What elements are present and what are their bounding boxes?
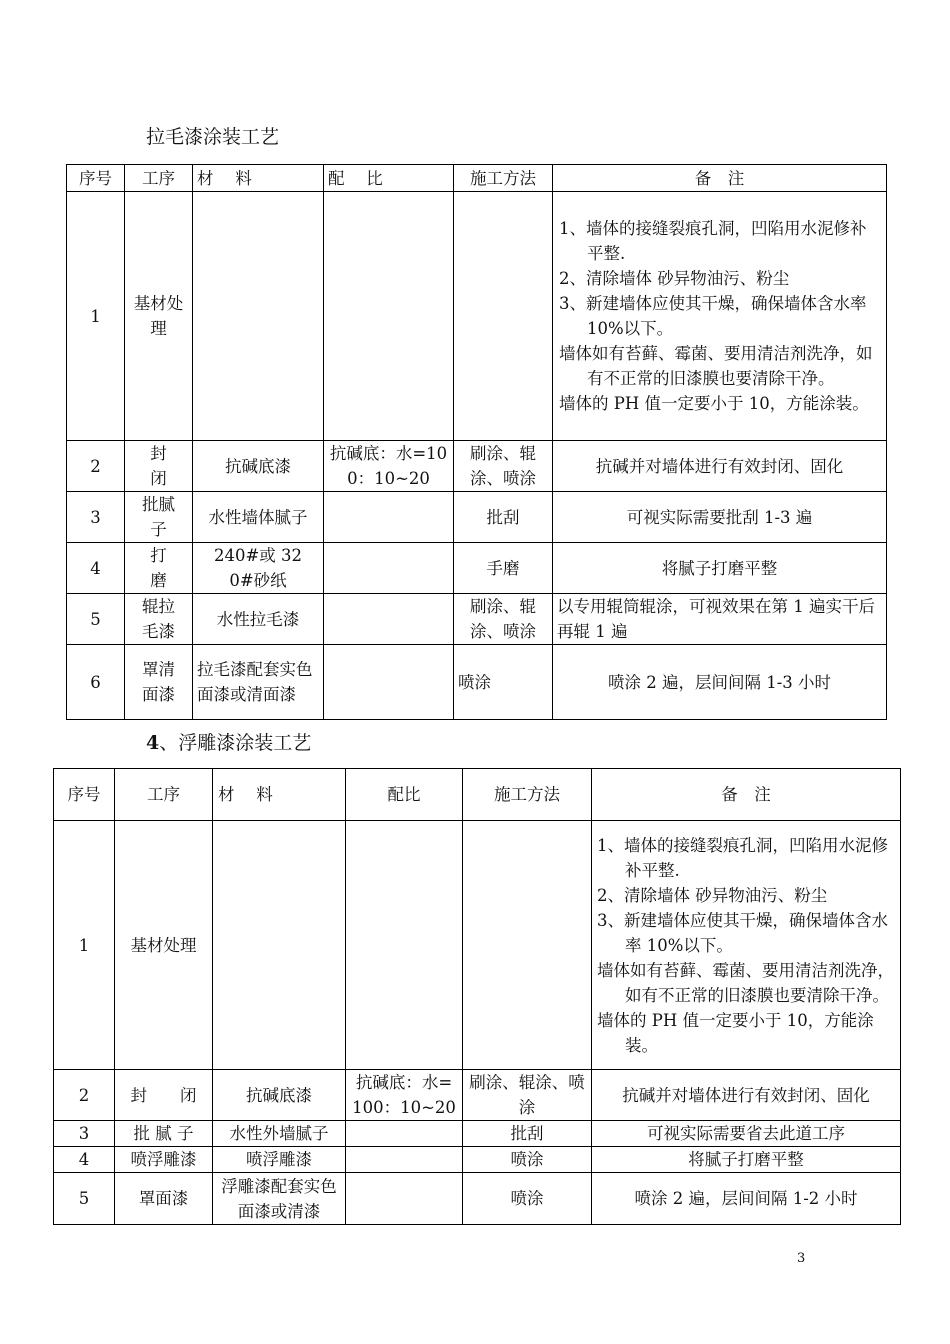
cell-no: 5 [67,594,125,645]
table-row [67,645,887,720]
cell-note: 喷涂 2 遍，层间间隔 1-2 小时 [592,1173,901,1225]
header-method: 施工方法 [454,165,553,192]
cell-step: 批腻子 [125,492,193,543]
cell-step: 罩面漆 [115,1173,213,1225]
cell-step: 打磨 [125,543,193,594]
note-line: 2、清除墙体 砂异物油污、粉尘 [559,269,790,288]
cell-ratio: 抗碱底：水=100：10~20 [324,441,454,492]
cell-ratio [324,645,454,720]
cell-no: 2 [54,1070,115,1121]
table-row [67,492,887,543]
table-header-row [67,165,887,192]
cell-step: 基材处理 [125,192,193,441]
note-line: 墙体如有苔藓、霉菌、要用清洁剂洗净，如有不正常的旧漆膜也要清除干净。 [597,960,894,1005]
cell-no: 2 [67,441,125,492]
table-row [54,1173,901,1225]
table-header-row [54,769,901,821]
note-line: 3、新建墙体应使其干燥，确保墙体含水率 10%以下。 [597,910,888,955]
cell-step: 封 闭 [115,1070,213,1121]
cell-note: 可视实际需要省去此道工序 [592,1121,901,1147]
cell-note: 以专用辊筒辊涂，可视效果在第 1 遍实干后再辊 1 遍 [553,594,887,645]
section1-title: 拉毛漆涂装工艺 [146,126,280,148]
cell-notes [553,192,887,441]
section2-title-number: 4 [146,732,160,754]
cell-no: 1 [67,192,125,441]
cell-material: 水性墙体腻子 [193,492,324,543]
header-material: 材 料 [213,769,346,821]
cell-no: 3 [67,492,125,543]
cell-step: 辊拉毛漆 [125,594,193,645]
note-line: 1、墙体的接缝裂痕孔洞，凹陷用水泥修补平整. [559,219,867,263]
note-line: 墙体如有苔藓、霉菌、要用清洁剂洗净，如有不正常的旧漆膜也要清除干净。 [559,344,873,388]
cell-material [213,821,346,1070]
cell-no: 3 [54,1121,115,1147]
table-row [54,821,901,1070]
cell-notes [592,821,901,1070]
cell-ratio [324,543,454,594]
cell-method: 手磨 [454,543,553,594]
note-line: 3、新建墙体应使其干燥，确保墙体含水率 10%以下。 [559,294,867,338]
cell-material [193,192,324,441]
cell-step: 喷浮雕漆 [115,1147,213,1173]
cell-note: 抗碱并对墙体进行有效封闭、固化 [592,1070,901,1121]
cell-note: 喷涂 2 遍，层间间隔 1-3 小时 [553,645,887,720]
header-ratio: 配比 [346,769,463,821]
cell-material: 拉毛漆配套实色面漆或清面漆 [193,645,324,720]
header-method: 施工方法 [463,769,592,821]
cell-method [463,821,592,1070]
header-no: 序号 [67,165,125,192]
note-line: 1、墙体的接缝裂痕孔洞，凹陷用水泥修补平整. [597,835,888,880]
note-line: 墙体的 PH 值一定要小于 10，方能涂装。 [559,394,869,413]
cell-method: 刷涂、辊涂、喷涂 [454,441,553,492]
cell-method: 喷涂 [454,645,553,720]
cell-no: 4 [54,1147,115,1173]
header-no: 序号 [54,769,115,821]
cell-material: 水性拉毛漆 [193,594,324,645]
cell-note: 抗碱并对墙体进行有效封闭、固化 [553,441,887,492]
cell-no: 6 [67,645,125,720]
note-line: 墙体的 PH 值一定要小于 10，方能涂装。 [597,1010,874,1055]
cell-ratio [346,821,463,1070]
cell-no: 1 [54,821,115,1070]
section2-title-text: 、浮雕漆涂装工艺 [159,732,312,754]
process-table-1 [66,164,887,720]
cell-method: 批刮 [454,492,553,543]
cell-method: 批刮 [463,1121,592,1147]
header-material: 材 料 [193,165,324,192]
cell-ratio: 抗碱底：水=100：10~20 [346,1070,463,1121]
process-table-2 [53,768,901,1225]
cell-ratio [346,1173,463,1225]
table-row [54,1070,901,1121]
cell-method [454,192,553,441]
note-line: 2、清除墙体 砂异物油污、粉尘 [597,885,828,905]
cell-ratio [324,594,454,645]
table-row [54,1147,901,1173]
cell-ratio [324,492,454,543]
cell-ratio [346,1147,463,1173]
table-row [67,543,887,594]
table-row [54,1121,901,1147]
cell-note: 将腻子打磨平整 [553,543,887,594]
cell-step: 基材处理 [115,821,213,1070]
cell-step: 罩清面漆 [125,645,193,720]
table-row [67,192,887,441]
cell-material: 喷浮雕漆 [213,1147,346,1173]
header-step: 工序 [125,165,193,192]
cell-material: 240#或 320#砂纸 [193,543,324,594]
table-row [67,441,887,492]
header-notes: 备 注 [592,769,901,821]
cell-material: 浮雕漆配套实色面漆或清漆 [213,1173,346,1225]
cell-no: 4 [67,543,125,594]
cell-ratio [324,192,454,441]
cell-step: 批 腻 子 [115,1121,213,1147]
header-notes: 备 注 [553,165,887,192]
header-ratio: 配 比 [324,165,454,192]
page-number: 3 [797,1251,806,1266]
cell-step: 封闭 [125,441,193,492]
cell-method: 喷涂 [463,1173,592,1225]
cell-note: 可视实际需要批刮 1-3 遍 [553,492,887,543]
cell-method: 喷涂 [463,1147,592,1173]
cell-material: 水性外墙腻子 [213,1121,346,1147]
section2-title [146,728,311,755]
cell-material: 抗碱底漆 [213,1070,346,1121]
header-step: 工序 [115,769,213,821]
cell-note: 将腻子打磨平整 [592,1147,901,1173]
table-row [67,594,887,645]
cell-method: 刷涂、辊涂、喷涂 [463,1070,592,1121]
cell-method: 刷涂、辊涂、喷涂 [454,594,553,645]
cell-material: 抗碱底漆 [193,441,324,492]
cell-no: 5 [54,1173,115,1225]
cell-ratio [346,1121,463,1147]
